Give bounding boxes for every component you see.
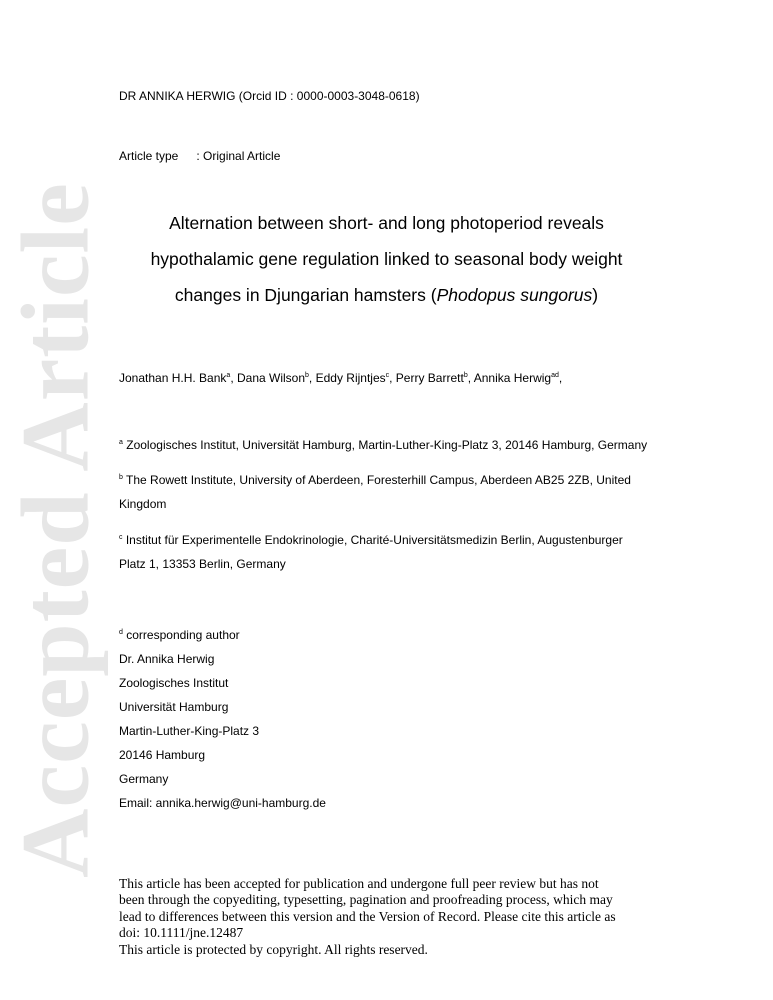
author-list: Jonathan H.H. Bank$^a$, Dana Wilson$^b$, Eddy Rijntjes$^c$, Perry Barrett$^b$, Annika Herwig$^{ad}$,	[119, 371, 563, 385]
title-line-3: changes in Djungarian hamsters (Phodopus sungorus)	[174, 285, 599, 305]
copyright-notice: This article is protected by copyright. All rights reserved.	[119, 941, 428, 957]
corresponding-author: $^d$ corresponding author Dr. Annika Herwig Zoologisches Institut Universität Hamburg Martin-Luther-King-Platz 3 20146 Hamburg Germany Email: annika.herwig@uni-hamburg.de	[119, 623, 326, 815]
corresponding-label: corresponding author	[126, 628, 240, 642]
article-title	[100, 205, 673, 313]
author: Jonathan H.H. Bank	[119, 371, 227, 385]
title-line-1: Alternation between short- and long photoperiod reveals	[169, 213, 604, 233]
article-type-label: Article type	[119, 149, 179, 163]
author: Perry Barrett	[395, 371, 464, 385]
title-line-2: hypothalamic gene regulation linked to seasonal body weight	[150, 249, 623, 269]
article-type	[119, 148, 280, 164]
affiliation-b: $^b$ The Rowett Institute, University of Aberdeen, Foresterhill Campus, Aberdeen AB25 2ZB, United Kingdom	[119, 473, 631, 511]
affiliation-a: $^a$ Zoologisches Institut, Universität Hamburg, Martin-Luther-King-Platz 3, 20146 Hamburg, Germany	[119, 438, 648, 452]
watermark-text: Accepted Article	[1, 182, 109, 878]
author: Dana Wilson	[236, 371, 306, 385]
species-name: Phodopus sungorus	[436, 285, 593, 305]
acceptance-notice: This article has been accepted for publication and undergone full peer review but has not been through the copyediting, typesetting, pagination and proofreading process, which may lead to differences between this version and the Version of Record. Please cite this article as doi: 10.1111/jne.12487 This article is protected by copyright. All rights reserved.	[119, 876, 616, 957]
author-orcid-line: DR ANNIKA HERWIG (Orcid ID : 0000-0003-3048-0618)	[119, 89, 420, 103]
author: Eddy Rijntjes	[315, 371, 386, 385]
doi: doi: 10.1111/jne.12487	[119, 925, 244, 941]
corresponding-email: Email: annika.herwig@uni-hamburg.de	[119, 796, 326, 810]
article-type-value: : Original Article	[196, 149, 281, 163]
accepted-article-watermark	[0, 0, 110, 1000]
affiliation-c: $^c$ Institut für Experimentelle Endokrinologie, Charité-Universitätsmedizin Berlin, Augustenburger Platz 1, 13353 Berlin, Germany	[119, 533, 623, 571]
author: Annika Herwig	[473, 371, 552, 385]
